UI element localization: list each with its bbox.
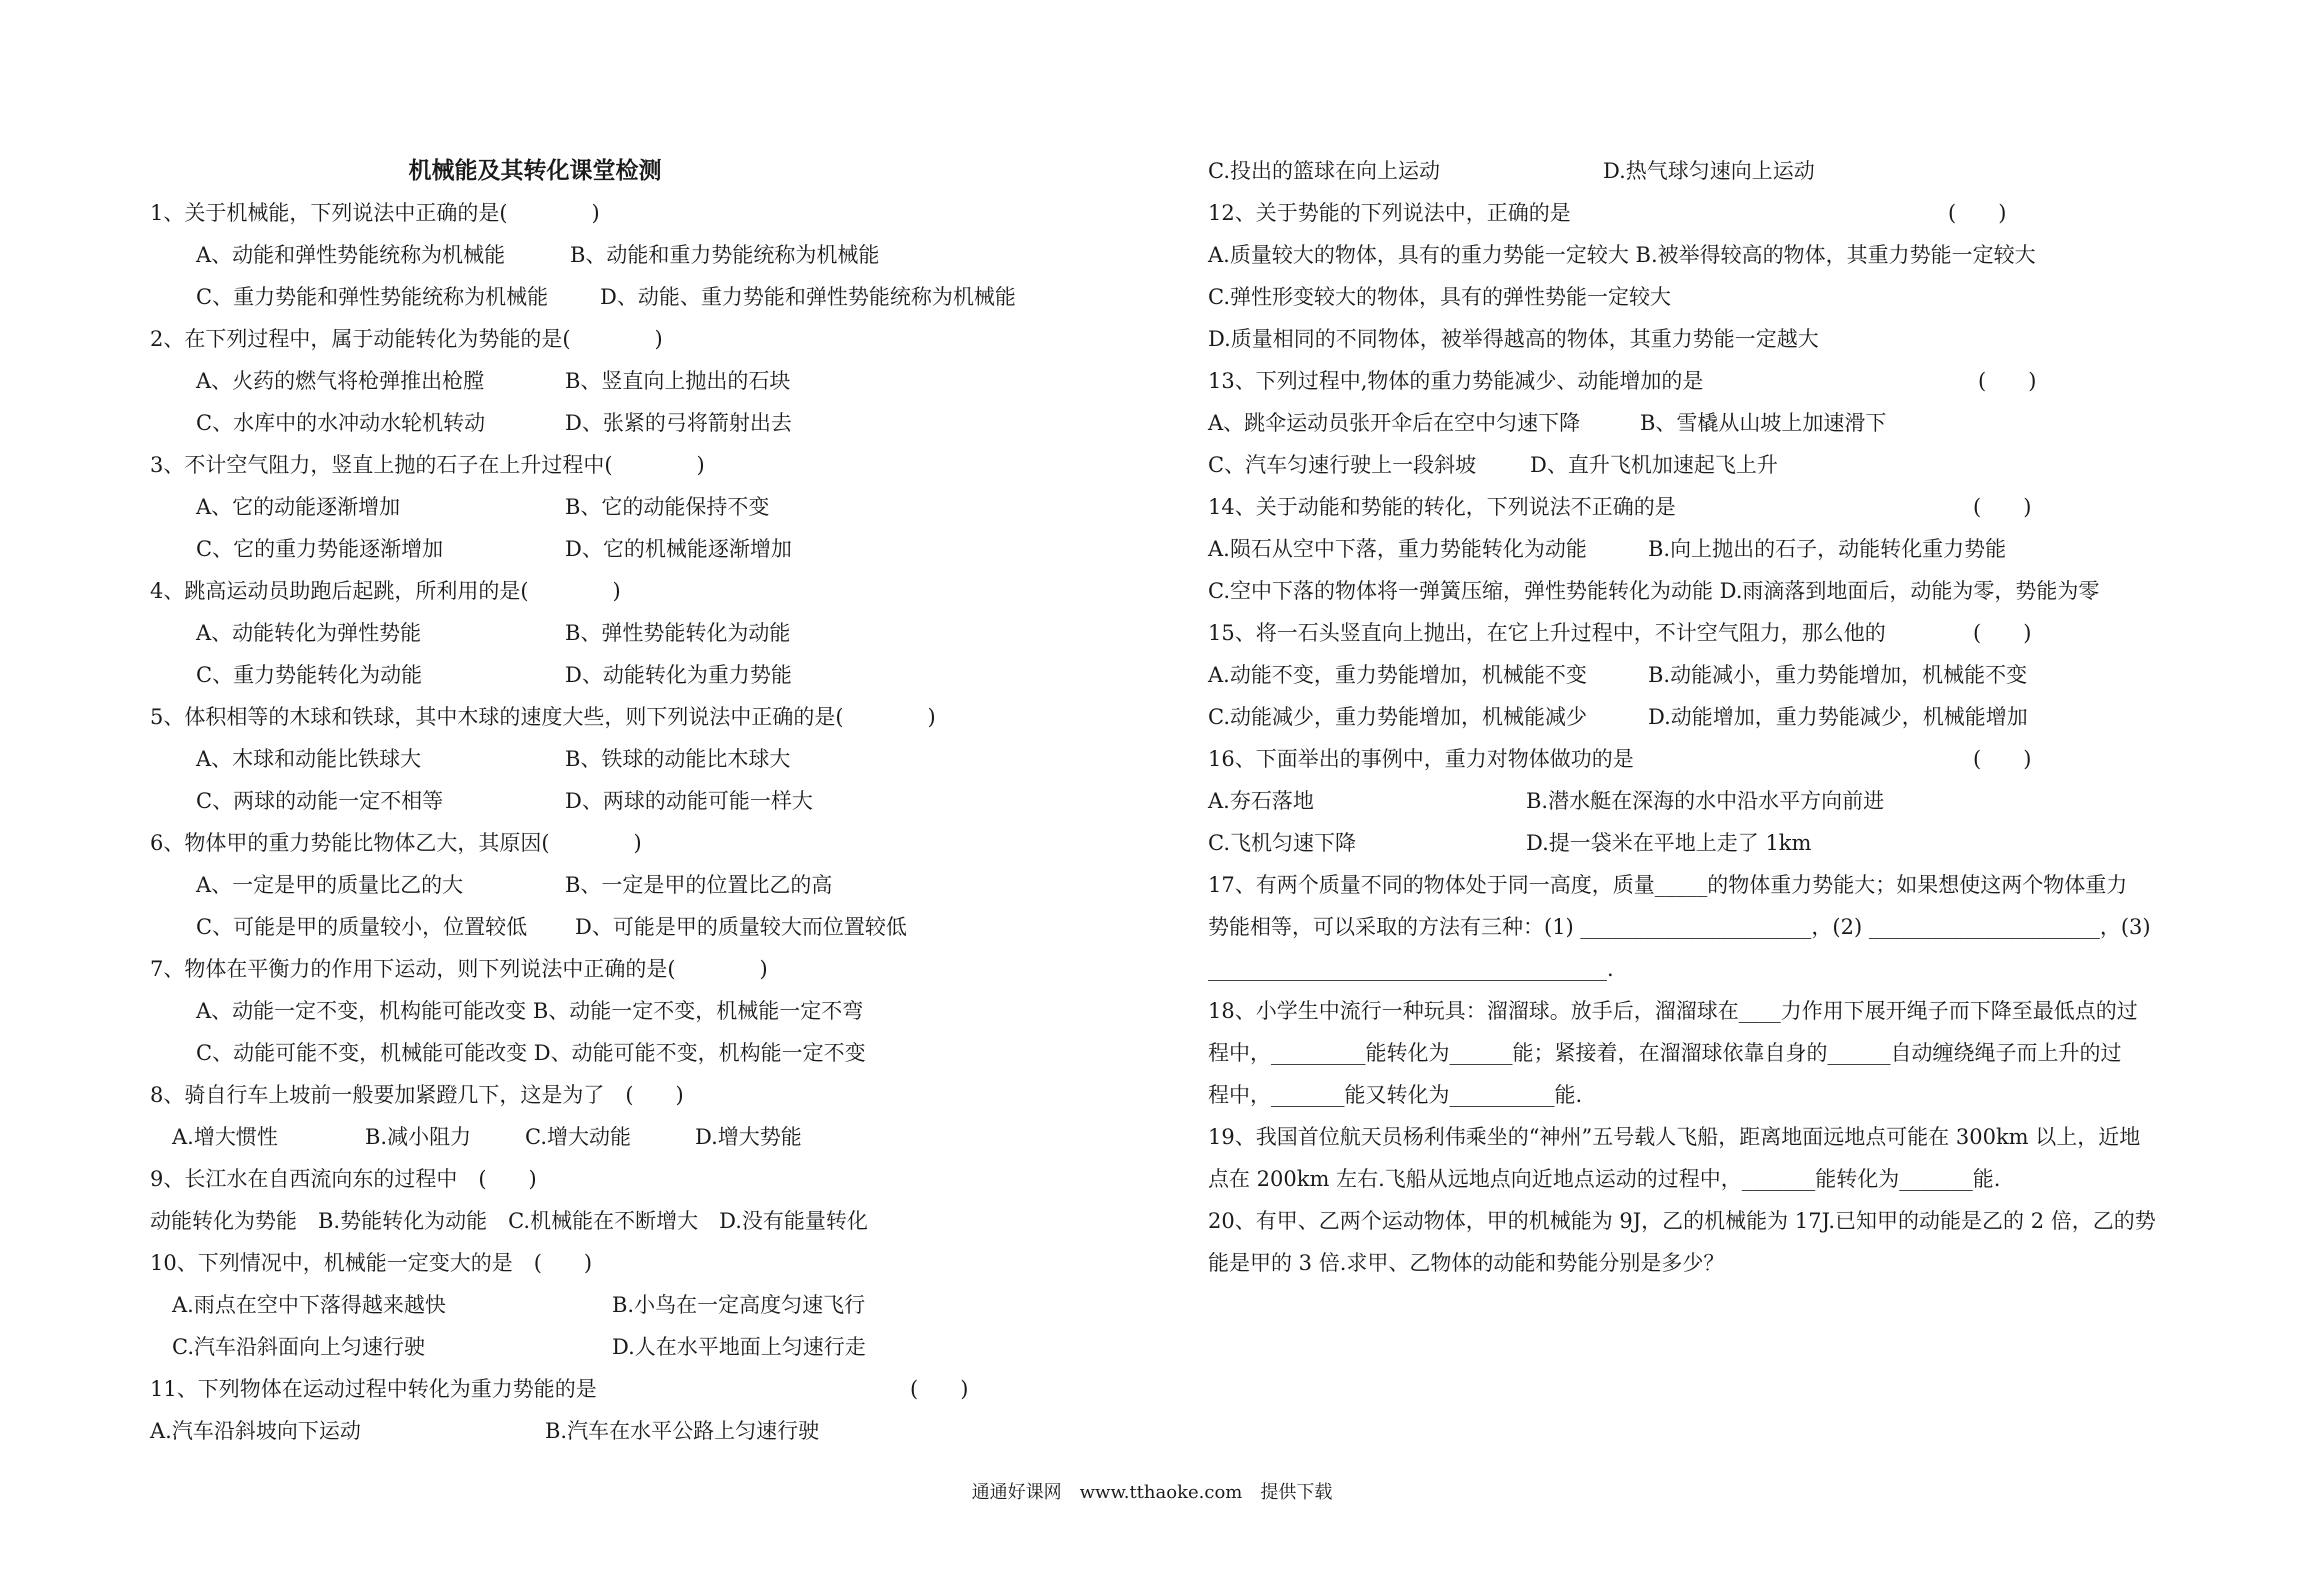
option-b: B.减小阻力 (365, 1125, 472, 1149)
question-20-line-2: 能是甲的 3 倍.求甲、乙物体的动能和势能分别是多少？ (1208, 1251, 1725, 1275)
answer-parentheses: ( ) (1973, 621, 2032, 645)
answer-parentheses: ( ) (1978, 369, 2037, 393)
question-10-options-cd (150, 1326, 1150, 1368)
question-16-text: 16、下面举出的事例中，重力对物体做功的是 (1208, 747, 1634, 771)
option-b: B、一定是甲的位置比乙的高 (565, 873, 833, 897)
question-12-text: 12、关于势能的下列说法中，正确的是 (1208, 201, 1571, 225)
option-c: C、重力势能转化为动能 (196, 663, 423, 687)
option-a: A.增大惯性 (172, 1125, 278, 1149)
option-a: A、火药的燃气将枪弹推出枪膛 (196, 369, 485, 393)
option-c: C.飞机匀速下降 (1208, 831, 1356, 855)
question-2-options-ab (150, 360, 1150, 402)
question-19-line-2: 点在 200km 左右.飞船从远地点向近地点运动的过程中，_______能转化为_______能. (1208, 1167, 2001, 1191)
option-b: B、铁球的动能比木球大 (565, 747, 791, 771)
option-c: C、两球的动能一定不相等 (196, 789, 444, 813)
question-10-stem: 10、下列情况中，机械能一定变大的是 ( ) (150, 1251, 593, 1275)
question-16-options-ab (1208, 780, 2208, 822)
question-6-stem: 6、物体甲的重力势能比物体乙大，其原因( ) (150, 831, 642, 855)
option-a: A、动能转化为弹性势能 (196, 621, 422, 645)
question-4-options-ab (150, 612, 1150, 654)
option-a: A.雨点在空中下落得越来越快 (172, 1293, 446, 1317)
option-a: A、它的动能逐渐增加 (196, 495, 401, 519)
option-b: B、动能和重力势能统称为机械能 (570, 243, 880, 267)
question-17-line-2: 势能相等，可以采取的方法有三种：(1) ______________________，(2) ______________________，(3) (1208, 915, 2151, 939)
question-10-options-ab (150, 1284, 1150, 1326)
question-11-options-cd (1208, 150, 2208, 192)
question-1-options-ab (150, 234, 1150, 276)
option-c: C、它的重力势能逐渐增加 (196, 537, 444, 561)
question-11-text: 11、下列物体在运动过程中转化为重力势能的是 (150, 1377, 597, 1401)
question-2-options-cd (150, 402, 1150, 444)
question-1-stem: 1、关于机械能，下列说法中正确的是( ) (150, 201, 600, 225)
option-a: A、跳伞运动员张开伞后在空中匀速下降 (1208, 411, 1581, 435)
question-13-options-ab (1208, 402, 2208, 444)
question-11-stem (150, 1368, 1150, 1410)
question-7-options-ab: A、动能一定不变，机构能可能改变 B、动能一定不变，机械能一定不弯 (196, 999, 864, 1023)
option-b: B、竖直向上抛出的石块 (565, 369, 791, 393)
right-column (1208, 150, 2208, 1284)
question-8-options (150, 1116, 1150, 1158)
option-b: B.汽车在水平公路上匀速行驶 (545, 1419, 820, 1443)
option-d: D、两球的动能可能一样大 (565, 789, 813, 813)
answer-parentheses: ( ) (1973, 747, 2032, 771)
option-d: D、张紧的弓将箭射出去 (565, 411, 792, 435)
option-d: D、直升飞机加速起飞上升 (1530, 453, 1778, 477)
option-c: C.动能减少，重力势能增加，机械能减少 (1208, 705, 1587, 729)
question-3-options-ab (150, 486, 1150, 528)
question-18-line-3: 程中，_______能又转化为__________能. (1208, 1083, 1583, 1107)
question-15-options-cd (1208, 696, 2208, 738)
option-a: A.汽车沿斜坡向下运动 (150, 1419, 361, 1443)
answer-parentheses: ( ) (1973, 495, 2032, 519)
question-12-options-ab: A.质量较大的物体，具有的重力势能一定较大 B.被举得较高的物体，其重力势能一定较大 (1208, 243, 2036, 267)
question-14-stem (1208, 486, 2208, 528)
option-d: D、可能是甲的质量较大而位置较低 (575, 915, 907, 939)
option-d: D.人在水平地面上匀速行走 (612, 1335, 866, 1359)
question-13-stem (1208, 360, 2208, 402)
question-13-text: 13、下列过程中,物体的重力势能减少、动能增加的是 (1208, 369, 1704, 393)
question-6-options-ab (150, 864, 1150, 906)
question-9-options: 动能转化为势能 B.势能转化为动能 C.机械能在不断增大 D.没有能量转化 (150, 1209, 868, 1233)
question-3-options-cd (150, 528, 1150, 570)
option-a: A.夯石落地 (1208, 789, 1314, 813)
option-c: C、可能是甲的质量较小，位置较低 (196, 915, 528, 939)
option-a: A.动能不变，重力势能增加，机械能不变 (1208, 663, 1587, 687)
option-c: C.增大动能 (525, 1125, 631, 1149)
option-b: B.动能减小，重力势能增加，机械能不变 (1648, 663, 2028, 687)
option-d: D、动能、重力势能和弹性势能统称为机械能 (600, 285, 1016, 309)
question-5-stem: 5、体积相等的木球和铁球，其中木球的速度大些，则下列说法中正确的是( ) (150, 705, 936, 729)
question-6-options-cd (150, 906, 1150, 948)
question-14-text: 14、关于动能和势能的转化，下列说法不正确的是 (1208, 495, 1676, 519)
option-a: A、动能和弹性势能统称为机械能 (196, 243, 506, 267)
question-16-options-cd (1208, 822, 2208, 864)
option-b: B.潜水艇在深海的水中沿水平方向前进 (1526, 789, 1885, 813)
question-20-line-1: 20、有甲、乙两个运动物体，甲的机械能为 9J，乙的机械能为 17J.已知甲的动能是乙的 2 倍，乙的势 (1208, 1209, 2156, 1233)
question-5-options-cd (150, 780, 1150, 822)
option-b: B、它的动能保持不变 (565, 495, 770, 519)
question-17-line-1: 17、有两个质量不同的物体处于同一高度，质量_____的物体重力势能大；如果想使这两个物体重力 (1208, 873, 2128, 897)
option-d: D.提一袋米在平地上走了 1km (1526, 831, 1812, 855)
footer-source: 通通好课网 www.tthaoke.com 提供下载 (971, 1482, 1333, 1503)
option-a: A.陨石从空中下落，重力势能转化为动能 (1208, 537, 1587, 561)
question-7-options-cd: C、动能可能不变，机械能可能改变 D、动能可能不变，机构能一定不变 (196, 1041, 866, 1065)
question-12-option-d: D.质量相同的不同物体，被举得越高的物体，其重力势能一定越大 (1208, 327, 1819, 351)
question-16-stem (1208, 738, 2208, 780)
question-12-stem (1208, 192, 2208, 234)
option-b: B、雪橇从山坡上加速滑下 (1640, 411, 1887, 435)
question-19-line-1: 19、我国首位航天员杨利伟乘坐的“神州”五号载人飞船，距离地面远地点可能在 300km 以上，近地 (1208, 1125, 2141, 1149)
question-14-options-ab (1208, 528, 2208, 570)
option-d: D、它的机械能逐渐增加 (565, 537, 792, 561)
option-b: B.小鸟在一定高度匀速飞行 (612, 1293, 866, 1317)
question-5-options-ab (150, 738, 1150, 780)
option-d: D.动能增加，重力势能减少，机械能增加 (1648, 705, 2028, 729)
question-4-options-cd (150, 654, 1150, 696)
left-column (150, 150, 1150, 1452)
question-4-stem: 4、跳高运动员助跑后起跳，所利用的是( ) (150, 579, 621, 603)
question-8-stem: 8、骑自行车上坡前一般要加紧蹬几下，这是为了 ( ) (150, 1083, 684, 1107)
option-c: C.投出的篮球在向上运动 (1208, 159, 1440, 183)
answer-parentheses: ( ) (1948, 201, 2007, 225)
question-1-options-cd (150, 276, 1150, 318)
question-3-stem: 3、不计空气阻力，竖直上抛的石子在上升过程中( ) (150, 453, 705, 477)
question-7-stem: 7、物体在平衡力的作用下运动，则下列说法中正确的是( ) (150, 957, 768, 981)
page-title: 机械能及其转化课堂检测 (408, 157, 662, 184)
question-17-line-3: ______________________________________. (1208, 957, 1614, 981)
option-b: B.向上抛出的石子，动能转化重力势能 (1648, 537, 2007, 561)
question-15-options-ab (1208, 654, 2208, 696)
question-13-options-cd (1208, 444, 2208, 486)
question-14-options-cd: C.空中下落的物体将一弹簧压缩，弹性势能转化为动能 D.雨滴落到地面后，动能为零，势能为零 (1208, 579, 2100, 603)
question-9-stem: 9、长江水在自西流向东的过程中 ( ) (150, 1167, 537, 1191)
option-b: B、弹性势能转化为动能 (565, 621, 791, 645)
option-c: C.汽车沿斜面向上匀速行驶 (172, 1335, 425, 1359)
question-18-line-1: 18、小学生中流行一种玩具：溜溜球。放手后，溜溜球在____力作用下展开绳子而下降至最低点的过 (1208, 999, 2138, 1023)
question-15-text: 15、将一石头竖直向上抛出，在它上升过程中，不计空气阻力，那么他的 (1208, 621, 1886, 645)
question-18-line-2: 程中，_________能转化为______能；紧接着，在溜溜球依靠自身的______自动缠绕绳子而上升的过 (1208, 1041, 2122, 1065)
option-a: A、一定是甲的质量比乙的大 (196, 873, 464, 897)
option-d: D、动能转化为重力势能 (565, 663, 792, 687)
question-15-stem (1208, 612, 2208, 654)
answer-parentheses: ( ) (910, 1377, 969, 1401)
option-c: C、重力势能和弹性势能统称为机械能 (196, 285, 549, 309)
option-c: C、汽车匀速行驶上一段斜坡 (1208, 453, 1477, 477)
option-a: A、木球和动能比铁球大 (196, 747, 422, 771)
option-d: D.热气球匀速向上运动 (1603, 159, 1815, 183)
question-2-stem: 2、在下列过程中，属于动能转化为势能的是( ) (150, 327, 663, 351)
question-11-options-ab (150, 1410, 1150, 1452)
option-d: D.增大势能 (695, 1125, 802, 1149)
option-c: C、水库中的水冲动水轮机转动 (196, 411, 486, 435)
question-12-option-c: C.弹性形变较大的物体，具有的弹性势能一定较大 (1208, 285, 1671, 309)
